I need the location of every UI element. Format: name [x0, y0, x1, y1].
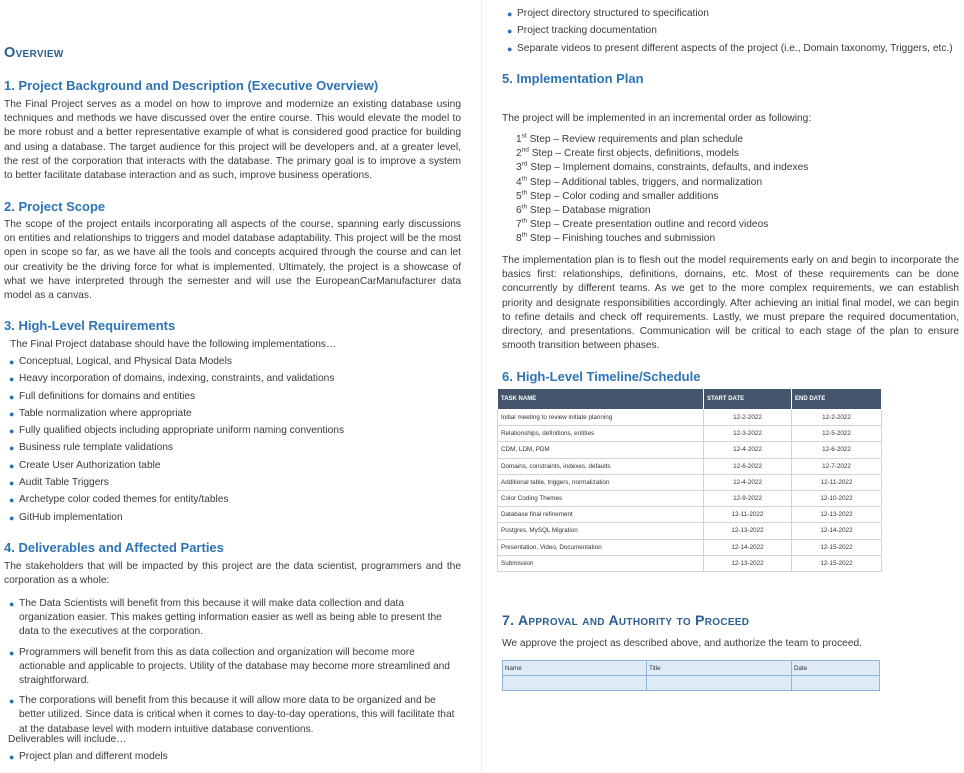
requirement-item	[6, 511, 456, 525]
requirement-item-text: Archetype color coded themes for entity/tables	[19, 494, 229, 506]
section-6-heading: 6. High-Level Timeline/Schedule	[502, 369, 701, 384]
step-ordinal-suffix: th	[521, 189, 528, 197]
timeline-row	[498, 539, 882, 555]
step-text: Step – Database migration	[527, 205, 651, 217]
timeline-row	[498, 458, 882, 474]
timeline-end-cell: 12-6-2022	[792, 442, 882, 458]
step-ordinal-suffix: th	[521, 217, 528, 225]
bullet-icon: ●	[507, 26, 513, 37]
bullet-icon: ●	[9, 408, 15, 419]
timeline-start-cell: 12-11-2022	[704, 507, 792, 523]
requirement-item	[6, 441, 456, 455]
deliverable-item	[6, 750, 456, 764]
approval-col-title: Title	[647, 661, 792, 676]
bullet-icon: ●	[9, 478, 15, 489]
approval-entry-row	[503, 676, 880, 691]
bullet-icon: ●	[9, 752, 15, 762]
deliverable-item	[504, 42, 962, 56]
bullet-icon: ●	[9, 443, 15, 454]
bullet-icon: ●	[507, 43, 513, 54]
step-number: 1	[516, 134, 522, 145]
bullet-icon: ●	[9, 495, 15, 506]
deliverable-item-text: Separate videos to present different aspects of the project (i.e., Domain taxonomy, Triggers, etc.)	[517, 42, 953, 54]
section-1-body: The Final Project serves as a model on how to improve and modernize an existing database using techniques and methods we have discussed over the entire course. This would elevate the model to be more robust and a better representative example of what is considered good practice for building and using a database. The target audience for this project will be developers and, at a greater level, the rest of the corporation that interacts with the database. The primary goal is to improve a system to better facilitate database interaction and as such, improve business operations.	[4, 99, 461, 182]
bullet-icon: ●	[9, 357, 15, 367]
section-7-heading: 7. Approval and Authority to Proceed	[502, 612, 750, 628]
step-ordinal-suffix: th	[521, 175, 528, 183]
timeline-end-cell: 12-11-2022	[792, 474, 882, 490]
stakeholder-item	[6, 597, 461, 640]
deliverables-intro: Deliverables will include…	[8, 734, 127, 745]
timeline-table	[497, 388, 882, 572]
approval-header-row	[503, 661, 880, 676]
timeline-start-cell: 12-2-2022	[704, 410, 792, 426]
section-2-heading: 2. Project Scope	[4, 199, 106, 214]
stakeholder-item	[6, 694, 461, 737]
timeline-start-cell: 12-6-2022	[704, 458, 792, 474]
implementation-step	[516, 232, 808, 246]
timeline-end-cell: 12-15-2022	[792, 539, 882, 555]
requirement-item-text: GitHub implementation	[19, 511, 123, 523]
timeline-start-cell: 12-3-2022	[704, 426, 792, 442]
timeline-start-cell: 12-4-2022	[704, 442, 792, 458]
timeline-task-cell: Color Coding Themes	[498, 490, 704, 506]
bullet-icon: ●	[9, 647, 15, 658]
approval-name-field[interactable]	[503, 676, 647, 691]
deliverable-item	[504, 7, 962, 21]
stakeholder-item-text: Programmers will benefit from this as data collection and organization will become more actionable and applicable to projects. Utility of the database may become more streamlined and straightforward.	[19, 646, 450, 687]
requirement-item	[6, 390, 456, 404]
overview-heading: Overview	[4, 45, 64, 61]
timeline-task-cell: Domains, constraints, indexes, defaults	[498, 458, 704, 474]
column-divider	[481, 0, 482, 773]
timeline-row	[498, 523, 882, 539]
step-text: Step – Create first objects, definitions, models	[528, 148, 739, 160]
approval-table	[502, 660, 880, 691]
section-2-body: The scope of the project entails incorporating all aspects of the course, spanning early discussions on entities and relationships to triggers and model database adaptability. This project will be the most open in scope so far, as we have all the tools and concepts acquired through the course and can let our creativity be the driving force for what is implemented. Ultimately, the project is a showcase of what we have interpreted through the semester and will use the EuropeanCarManufacturer data model as a canvas.	[4, 219, 461, 302]
deliverable-item	[504, 24, 962, 38]
timeline-row	[498, 410, 882, 426]
stakeholder-list	[6, 597, 461, 743]
bullet-icon: ●	[9, 374, 15, 385]
requirement-item	[6, 459, 456, 473]
section-4-body: The stakeholders that will be impacted by this project are the data scientist, programmers and the corporation as a whole:	[4, 561, 461, 587]
timeline-start-cell: 12-14-2022	[704, 539, 792, 555]
section-3-heading: 3. High-Level Requirements	[4, 318, 176, 333]
requirements-list	[6, 355, 456, 528]
timeline-start-cell: 12-13-2022	[704, 555, 792, 571]
requirement-item-text: Audit Table Triggers	[19, 477, 109, 489]
deliverable-item-text: Project directory structured to specification	[517, 8, 709, 19]
requirement-item	[6, 476, 456, 490]
timeline-col-task: TASK NAME	[498, 389, 704, 410]
stakeholder-item-text: The corporations will benefit from this because it will allow more data to be organized and be better utilized. Since data is critical when it comes to day-to-day operations, this will facilitate that at the database level with modern intuitive database conventions.	[19, 695, 455, 735]
step-ordinal-suffix: nd	[521, 146, 529, 154]
section-5-intro: The project will be implemented in an incremental order as following:	[502, 113, 812, 124]
requirement-item-text: Create User Authorization table	[19, 459, 161, 471]
timeline-header-row	[498, 389, 882, 410]
bullet-icon: ●	[9, 391, 15, 402]
implementation-step	[516, 190, 808, 204]
step-text: Step – Color coding and smaller additions	[527, 190, 719, 202]
timeline-row	[498, 490, 882, 506]
implementation-step	[516, 161, 808, 175]
step-ordinal-suffix: st	[521, 132, 527, 140]
step-number: 8	[516, 233, 522, 245]
deliverables-list	[6, 750, 456, 764]
deliverables-continued-list	[504, 7, 962, 59]
step-number: 4	[516, 176, 522, 188]
step-text: Step – Additional tables, triggers, and normalization	[527, 176, 763, 188]
timeline-row	[498, 474, 882, 490]
bullet-icon: ●	[9, 426, 15, 437]
requirement-item	[6, 355, 456, 369]
timeline-task-cell: Additional table, triggers, normalization	[498, 474, 704, 490]
stakeholder-item	[6, 646, 461, 689]
requirement-item-text: Business rule template validations	[19, 442, 174, 454]
timeline-row	[498, 426, 882, 442]
timeline-row	[498, 555, 882, 571]
step-number: 5	[516, 190, 522, 202]
bullet-icon: ●	[9, 599, 15, 609]
timeline-end-cell: 12-7-2022	[792, 458, 882, 474]
timeline-task-cell: CDM, LDM, PDM	[498, 442, 704, 458]
implementation-step	[516, 147, 808, 161]
timeline-col-start: START DATE	[704, 389, 792, 410]
timeline-end-cell: 12-10-2022	[792, 490, 882, 506]
approval-col-date: Date	[792, 661, 880, 676]
timeline-end-cell: 12-13-2022	[792, 507, 882, 523]
implementation-step	[516, 176, 808, 190]
timeline-task-cell: Presentation, Video, Documentation	[498, 539, 704, 555]
timeline-task-cell: Postgres, MySQL Migration	[498, 523, 704, 539]
deliverable-item-text: Project plan and different models	[19, 751, 168, 762]
step-ordinal-suffix: th	[521, 203, 528, 211]
step-text: Step – Implement domains, constraints, defaults, and indexes	[527, 162, 809, 174]
requirement-item-text: Fully qualified objects including appropriate uniform naming conventions	[19, 425, 345, 437]
step-number: 3	[516, 162, 522, 174]
requirement-item-text: Heavy incorporation of domains, indexing, constraints, and validations	[19, 373, 335, 385]
step-number: 7	[516, 219, 522, 231]
deliverable-item-text: Project tracking documentation	[517, 25, 657, 37]
requirement-item	[6, 424, 456, 438]
approval-col-name: Name	[503, 661, 647, 676]
bullet-icon: ●	[9, 460, 15, 471]
bullet-icon: ●	[507, 9, 513, 19]
step-text: Step – Finishing touches and submission	[527, 233, 716, 245]
requirement-item	[6, 407, 456, 421]
requirement-item-text: Table normalization where appropriate	[19, 407, 192, 419]
timeline-task-cell: Relationships, definitions, entities	[498, 426, 704, 442]
section-4-heading: 4. Deliverables and Affected Parties	[4, 540, 224, 555]
stakeholder-item-text: The Data Scientists will benefit from this because it will make data collection and data organization easier. This makes getting information easier as well as being able to present the data to the executives at the corporation.	[19, 598, 442, 638]
step-ordinal-suffix: rd	[521, 161, 528, 169]
timeline-start-cell: 12-9-2022	[704, 490, 792, 506]
timeline-row	[498, 507, 882, 523]
section-1-heading: 1. Project Background and Description (Executive Overview)	[4, 78, 379, 93]
step-text: Step – Review requirements and plan schedule	[526, 134, 744, 145]
timeline-end-cell: 12-15-2022	[792, 555, 882, 571]
timeline-start-cell: 12-13-2022	[704, 523, 792, 539]
section-5-body: The implementation plan is to flesh out the model requirements early on and begin to incorporate the basics first: relationships, definitions, domains, etc. Most of these requirements can be done concurrently by different teams. As we get to the more complex requirements, we can establish priority and designate responsibilities accordingly. After achieving an initial final model, we can begin to refine details and check off requirements. Lastly, we must prepare the required documentation, directory, and presentations. Communication will be critical to each stage of the plan to ensure smooth transition between phases.	[502, 255, 959, 352]
timeline-end-cell: 12-14-2022	[792, 523, 882, 539]
implementation-steps	[516, 133, 808, 247]
step-text: Step – Create presentation outline and record videos	[527, 219, 769, 231]
step-number: 2	[516, 148, 522, 160]
requirement-item	[6, 372, 456, 386]
timeline-end-cell: 12-5-2022	[792, 426, 882, 442]
bullet-icon: ●	[9, 696, 15, 707]
requirement-item	[6, 493, 456, 507]
section-5-heading: 5. Implementation Plan	[502, 71, 644, 86]
approval-date-field[interactable]	[792, 676, 880, 691]
step-number: 6	[516, 205, 522, 217]
timeline-task-cell: Database final refinement	[498, 507, 704, 523]
approval-title-field[interactable]	[647, 676, 792, 691]
implementation-step	[516, 204, 808, 218]
section-3-intro: The Final Project database should have the following implementations…	[10, 339, 337, 350]
timeline-row	[498, 442, 882, 458]
implementation-step	[516, 218, 808, 232]
section-7-body: We approve the project as described above, and authorize the team to proceed.	[502, 638, 862, 649]
bullet-icon: ●	[9, 512, 15, 523]
timeline-start-cell: 12-4-2022	[704, 474, 792, 490]
implementation-step	[516, 133, 808, 147]
timeline-task-cell: Initial meeting to review initiate planning	[498, 410, 704, 426]
timeline-end-cell: 12-2-2022	[792, 410, 882, 426]
requirement-item-text: Full definitions for domains and entities	[19, 390, 196, 402]
timeline-col-end: END DATE	[792, 389, 882, 410]
step-ordinal-suffix: th	[521, 232, 528, 240]
requirement-item-text: Conceptual, Logical, and Physical Data Models	[19, 356, 232, 367]
timeline-task-cell: Submission	[498, 555, 704, 571]
